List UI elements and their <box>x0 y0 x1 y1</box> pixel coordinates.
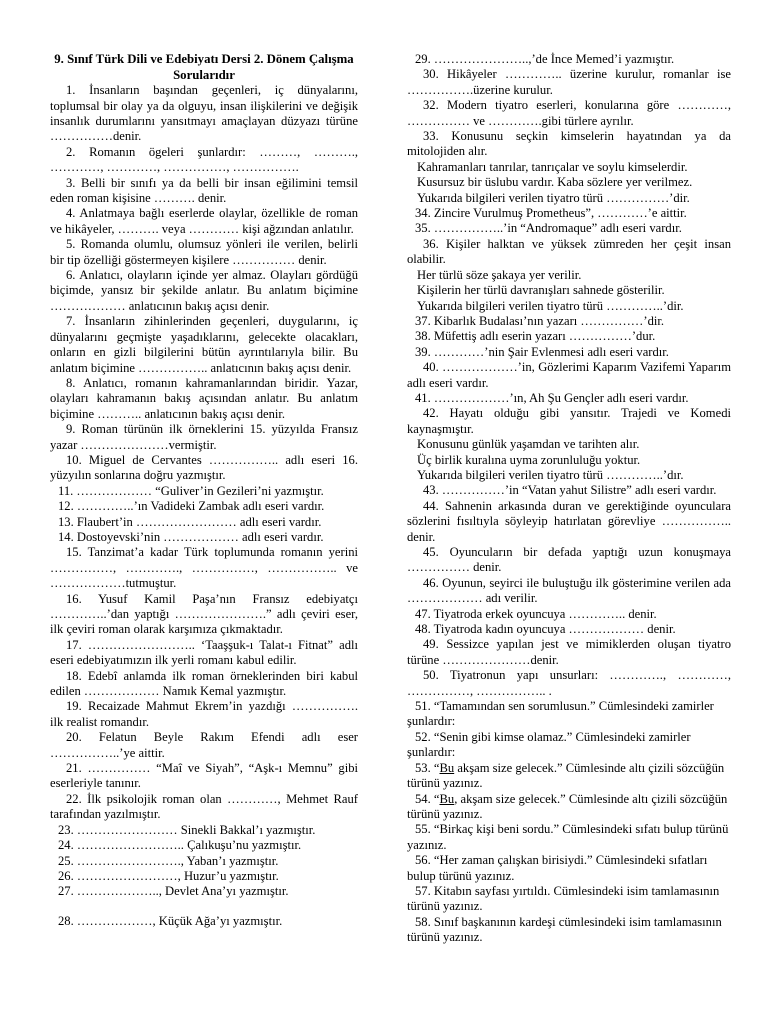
question: 55. “Birkaç kişi beni sordu.” Cümlesindeki sıfatı bulup türünü yazınız. <box>407 822 729 852</box>
document-title: 9. Sınıf Türk Dili ve Edebiyatı Dersi 2. Dönem Çalışma Sorularıdır <box>54 52 354 82</box>
left-column <box>50 52 358 929</box>
question: 44. Sahnenin arkasında duran ve gerektiğinde oyunculara sözlerini fısıltıyla söyleyip hatırlatan görevliye …………….. denir. <box>407 498 731 544</box>
info-line: Her türlü söze şakaya yer verilir. <box>417 267 582 282</box>
question: 18. Edebî anlamda ilk roman örneklerinden biri kabul edilen ……………… Namık Kemal yazmıştır. <box>50 668 358 699</box>
question: 37. Kibarlık Budalası’nın yazarı ……………’dir. <box>415 313 665 328</box>
question: 38. Müfettiş adlı eserin yazarı ……………’dur. <box>415 329 656 344</box>
question: 54. “Bu, akşam size gelecek.” Cümlesinde altı çizili sözcüğün türünü yazınız. <box>407 791 728 821</box>
question: 20. Felatun Beyle Rakım Efendi adlı eser ……………..’ye aittir. <box>50 730 358 760</box>
question: 43. ……………’in “Vatan yahut Silistre” adlı eseri vardır. <box>423 483 717 498</box>
question: 9. Roman türünün ilk örneklerini 15. yüzyılda Fransız yazar …………………vermiştir. <box>50 422 358 452</box>
question: 14. Dostoyevski’nin ……………… adlı eseri vardır. <box>58 529 324 544</box>
right-column <box>407 52 731 946</box>
info-line: Üç birlik kuralına uyma zorunluluğu yoktur. <box>417 452 641 467</box>
question: 42. Hayatı olduğu gibi yansıtır. Trajedi ve Komedi kaynaşmıştır. <box>407 406 731 436</box>
question: 16. Yusuf Kamil Paşa’nın Fransız edebiyatçı …………..’dan yaptığı ………………….” adlı çeviri eser, ilk çeviri roman olarak karşımıza çıkmaktadır. <box>50 591 358 637</box>
question: 15. Tanzimat’a kadar Türk toplumunda romanın yerini ……………, …………., ……………, …………….. ve ………………tutmuştur. <box>50 545 358 591</box>
question: 4. Anlatmaya bağlı eserlerde olaylar, özellikle de roman ve hikâyeler, ………. veya ………… kişi ağzından anlatılır. <box>50 206 358 236</box>
question: 19. Recaizade Mahmut Ekrem’in yazdığı ……………. ilk realist romandır. <box>50 699 358 729</box>
question: 52. “Senin gibi kimse olamaz.” Cümlesindeki zamirler şunlardır: <box>407 729 691 760</box>
question: 11. ……………… “Guliver’in Gezileri’ni yazmıştır. <box>58 483 324 498</box>
question: 39. …………’nin Şair Evlenmesi adlı eseri vardır. <box>415 344 669 359</box>
question: 3. Belli bir sınıfı ya da belli bir insan eğilimini temsil eden roman kişisine ………. denir. <box>50 175 358 206</box>
question: 8. Anlatıcı, romanın kahramanlarından biridir. Yazar, olayları kahramanın bakış açısından anlatır. Bu anlatım biçimine ……….. anlatıcının bakış açısı denir. <box>50 375 358 421</box>
question: 36. Kişiler halktan ve yüksek zümreden her çeşit insan olabilir. <box>407 236 731 267</box>
info-line: Kusursuz bir üslubu vardır. Kaba sözlere yer verilmez. <box>417 175 693 190</box>
question: 23. …………………… Sinekli Bakkal’ı yazmıştır. <box>58 822 316 837</box>
question: 53. “Bu akşam size gelecek.” Cümlesinde altı çizili sözcüğün türünü yazınız. <box>407 760 725 791</box>
info-line: Yukarıda bilgileri verilen tiyatro türü …………..’dir. <box>417 298 684 313</box>
question: 50. Tiyatronun yapı unsurları: …………., …………, ……………, …………….. . <box>407 668 731 698</box>
spacer <box>50 900 358 914</box>
question: 32. Modern tiyatro eserleri, konularına göre …………, …………… ve ………….gibi türlere ayrılır. <box>407 98 731 128</box>
question: 35. ……………..’in “Andromaque” adlı eseri vardır. <box>415 221 682 236</box>
question: 45. Oyuncuların bir defada yaptığı uzun konuşmaya …………… denir. <box>407 545 731 575</box>
info-line: Yukarıda bilgileri verilen tiyatro türü …………..’dır. <box>417 467 684 482</box>
question: 1. İnsanların başından geçenleri, iç dünyalarını, toplumsal bir olay ya da olguyu, insan ilişkilerini ve değişik insanlık durumlarını yansıtmayı amaçlayan düzyazı türüne ……………denir. <box>50 83 358 144</box>
question: 27. ……………….., Devlet Ana’yı yazmıştır. <box>58 884 289 899</box>
question: 10. Miguel de Cervantes …………….. adlı eseri 16. yüzyılın sonlarına doğru yazmıştır. <box>50 452 358 483</box>
info-line: Kahramanları tanrılar, tanrıçalar ve soylu kimselerdir. <box>417 159 688 174</box>
question: 28. ………………, Küçük Ağa’yı yazmıştır. <box>58 913 283 928</box>
question: 5. Romanda olumlu, olumsuz yönleri ile verilen, belirli bir tip özelliği göstermeyen kişilere …………… denir. <box>50 237 358 267</box>
info-line: Yukarıda bilgileri verilen tiyatro türü ……………’dir. <box>417 190 690 205</box>
question: 29. …………………..,’de İnce Memed’i yazmıştır. <box>415 52 675 66</box>
question: 49. Sessizce yapılan jest ve mimiklerden oluşan tiyatro türüne …………………denir. <box>407 637 731 667</box>
question: 48. Tiyatroda kadın oyuncuya ……………… denir. <box>415 622 676 637</box>
question: 51. “Tamamından sen sorumlusun.” Cümlesindeki zamirler şunlardır: <box>407 699 714 729</box>
question: 25. ……………………., Yaban’ı yazmıştır. <box>58 853 279 868</box>
question: 46. Oyunun, seyirci ile buluştuğu ilk gösterimine verilen ada ……………… adı verilir. <box>407 575 731 606</box>
question: 22. İlk psikolojik roman olan …………, Mehmet Rauf tarafından yazılmıştır. <box>50 791 358 822</box>
question: 26. ……………………, Huzur’u yazmıştır. <box>58 868 279 883</box>
question: 17. …………………….. ‘Taaşşuk-ı Talat-ı Fitnat” adlı eseri edebiyatımızın ilk yerli romanı kabul edilir. <box>50 637 358 668</box>
question: 56. “Her zaman çalışkan birisiydi.” Cümlesindeki sıfatları bulup türünü yazınız. <box>407 853 708 883</box>
question: 21. …………… “Maî ve Siyah”, “Aşk-ı Memnu” gibi eserleriyle tanınır. <box>50 761 358 791</box>
question: 33. Konusunu seçkin kimselerin hayatından ya da mitolojiden alır. <box>407 129 731 159</box>
question: 40. ………………’in, Gözlerimi Kaparım Vazifemi Yaparım adlı eseri vardır. <box>407 360 731 390</box>
question: 24. …………………….. Çalıkuşu’nu yazmıştır. <box>58 838 302 853</box>
question: 6. Anlatıcı, olayların içinde yer almaz. Olayları gördüğü biçimde, yansız bir şekilde anlatır. Bu anlatım biçimine ……………… anlatıcının bakış açısı denir. <box>50 268 358 313</box>
question: 12. …………..’ın Vadideki Zambak adlı eseri vardır. <box>58 499 325 514</box>
info-line: Kişilerin her türlü davranışları sahnede gösterilir. <box>417 283 665 298</box>
question: 13. Flaubert’in …………………… adlı eseri vardır. <box>58 514 322 529</box>
question: 7. İnsanların zihinlerinden geçenleri, duygularını, iç dünyalarını geçmişte yaşadıklarını, gelecekte olacakları, onların en gizli bilgilerini bütün ayrıntılarıyla bilir. Bu anlatım biçimine …………….. anlatıcının bakış açısı denir. <box>50 314 358 375</box>
question: 2. Romanın ögeleri şunlardır: ………, ………., …………, …………, ……………, ……………. <box>50 144 358 175</box>
question: 30. Hikâyeler ………….. üzerine kurulur, romanlar ise …………….üzerine kurulur. <box>407 67 731 97</box>
question: 57. Kitabın sayfası yırtıldı. Cümlesindeki isim tamlamasının türünü yazınız. <box>407 883 720 914</box>
question: 58. Sınıf başkanının kardeşi cümlesindeki isim tamlamasının türünü yazınız. <box>407 914 722 945</box>
question: 34. Zincire Vurulmuş Prometheus”, …………’e aittir. <box>415 206 687 221</box>
question: 41. ………………’ın, Ah Şu Gençler adlı eseri vardır. <box>415 390 689 405</box>
question: 47. Tiyatroda erkek oyuncuya ………….. denir. <box>415 606 657 621</box>
info-line: Konusunu günlük yaşamdan ve tarihten alır. <box>417 437 640 452</box>
